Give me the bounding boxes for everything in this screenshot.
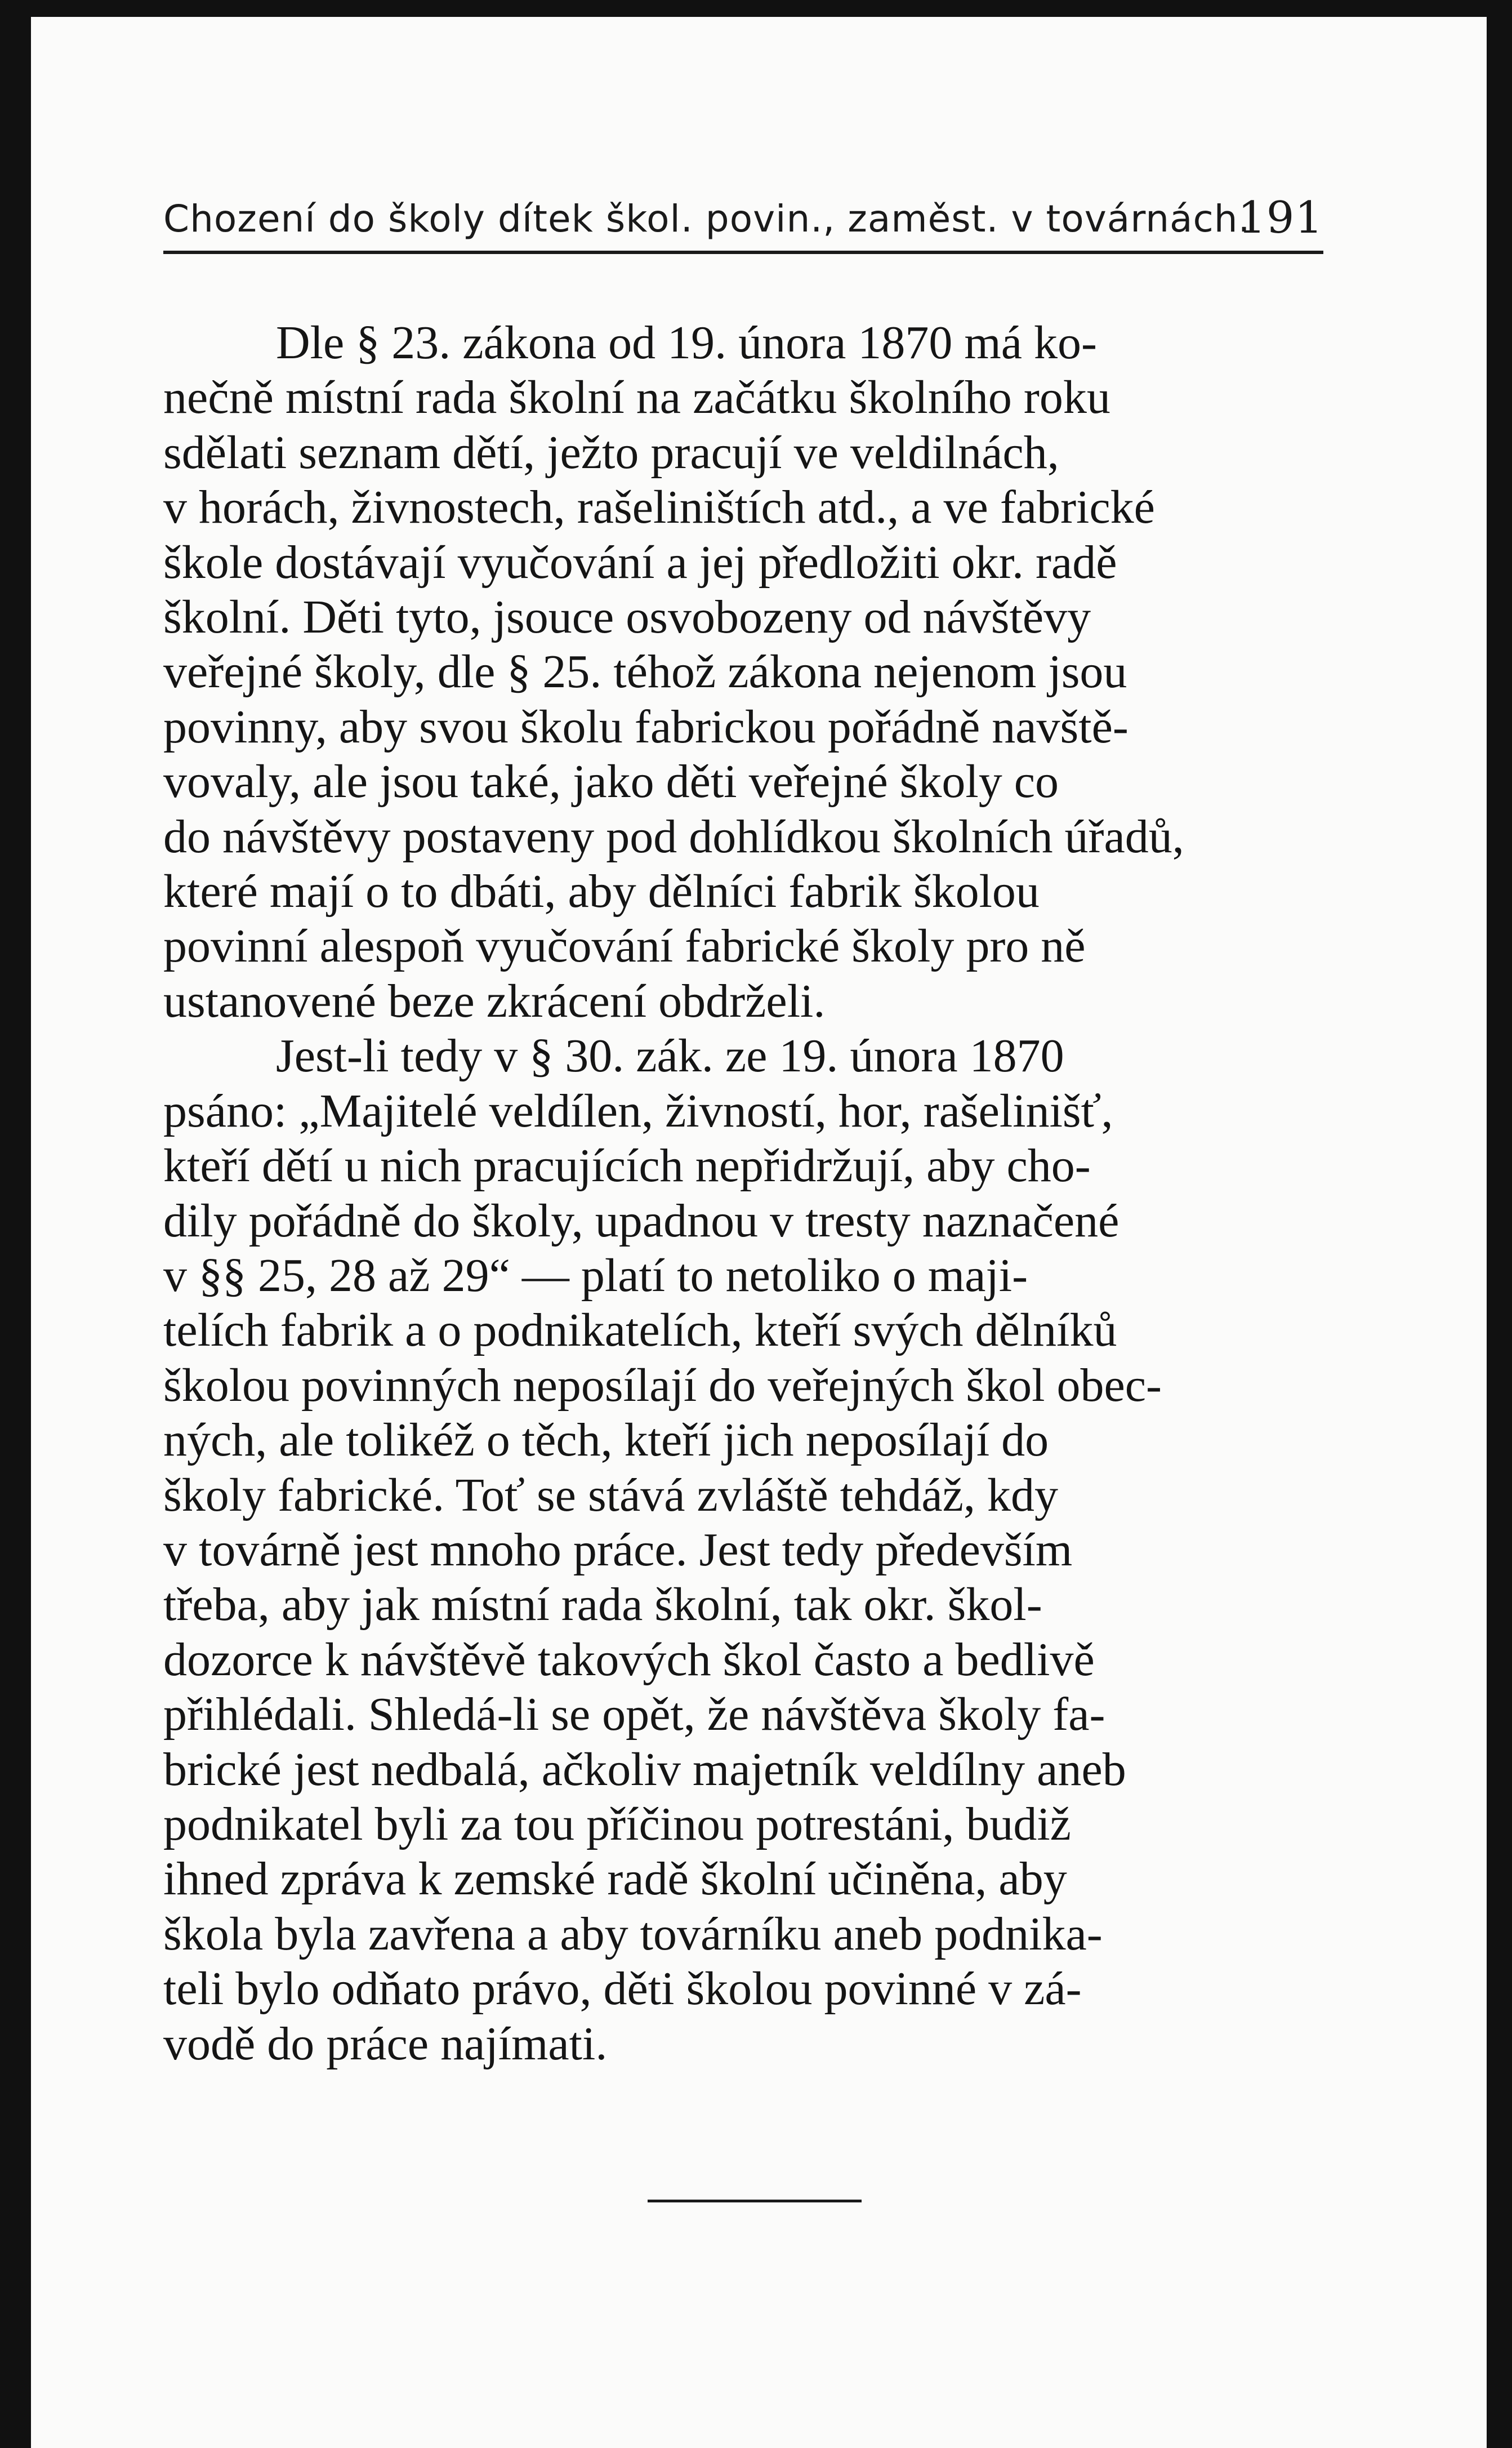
scan-border-top	[0, 0, 1512, 17]
end-rule	[648, 2200, 862, 2202]
scan-border-left	[0, 0, 31, 2448]
page-number: 191	[1238, 193, 1323, 243]
running-head	[163, 186, 1323, 248]
scan-border-right	[1487, 0, 1512, 2448]
body-text	[163, 315, 1323, 2071]
paragraph-1: Dle § 23. zákona od 19. února 1870 má ko- nečně místní rada školní na začátku školního roku sdělati seznam dětí, ježto pracují ve veldilnách, v horách, živnostech, rašeliništích atd., a ve fabrické škole dostávají vyučování a jej předložiti okr. radě školní. Děti tyto, jsouce osvobozeny od návštěvy veřejné školy, dle § 25. téhož zákona nejenom jsou povinny, aby svou školu fabrickou pořádně navště- vovaly, ale jsou také, jako děti veřejné školy co do návštěvy postaveny pod dohlídkou školních úřadů, které mají o to dbáti, aby dělníci fabrik školou povinní alespoň vyučování fabrické školy pro ně ustanovené beze zkrácení obdrželi.	[163, 317, 1184, 1027]
paragraph-2: Jest-li tedy v § 30. zák. ze 19. února 1870 psáno: „Majitelé veldílen, živností, hor, rašelinišť, kteří dětí u nich pracujících nepřidržují, aby cho- dily pořádně do školy, upadnou v tresty naznačené v §§ 25, 28 až 29“ — platí to netoliko o maji- telích fabrik a o podnikatelích, kteří svých dělníků školou povinných neposílají do veřejných škol obec- ných, ale tolikéž o těch, kteří jich neposílají do školy fabrické. Toť se stává zvláště tehdáž, kdy v továrně jest mnoho práce. Jest tedy především třeba, aby jak místní rada školní, tak okr. škol- dozorce k návštěvě takových škol často a bedlivě přihlédali. Shledá-li se opět, že návštěva školy fa- brické jest nedbalá, ačkoliv majetník veldílny aneb podnikatel byli za tou příčinou potrestáni, budiž ihned zpráva k zemské radě školní učiněna, aby škola byla zavřena a aby továrníku aneb podnika- teli bylo odňato právo, děti školou povinné v zá- vodě do práce najímati.	[163, 1030, 1162, 2070]
running-title: Chození do školy dítek škol. povin., zaměst. v továrnách.	[163, 197, 1251, 241]
header-rule	[163, 251, 1323, 254]
